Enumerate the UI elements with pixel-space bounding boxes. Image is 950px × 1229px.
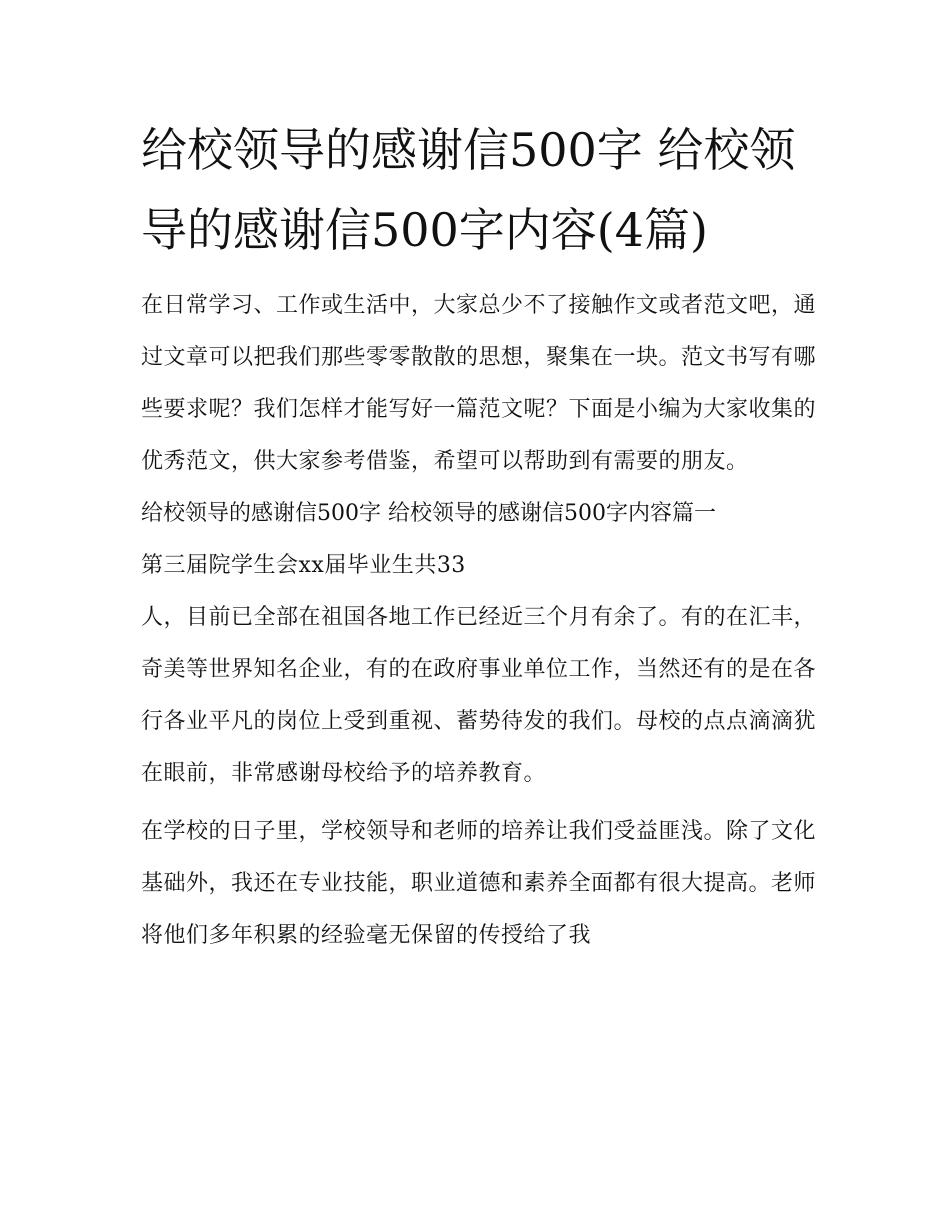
body-paragraph: 第三届院学生会xx届毕业生共33: [141, 553, 466, 578]
document-page: [141, 110, 821, 962]
document-title: 给校领导的感谢信500字 给校领导的感谢信500字内容(4篇): [141, 123, 796, 257]
intro-paragraph: 在日常学习、工作或生活中，大家总少不了接触作文或者范文吧，通过文章可以把我们那些零零散散的思想，聚集在一块。范文书写有哪些要求呢？我们怎样才能写好一篇范文呢？下面是小编为大家收集的优秀范文，供大家参考借鉴，希望可以帮助到有需要的朋友。: [141, 293, 817, 474]
section-heading: 给校领导的感谢信500字 给校领导的感谢信500字内容篇一: [141, 501, 716, 526]
body-paragraph: 在学校的日子里，学校领导和老师的培养让我们受益匪浅。除了文化基础外，我还在专业技能，职业道德和素养全面都有很大提高。老师将他们多年积累的经验毫无保留的传授给了我: [141, 819, 817, 948]
body-paragraph: 人，目前已全部在祖国各地工作已经近三个月有余了。有的在汇丰，奇美等世界知名企业，有的在政府事业单位工作，当然还有的是在各行各业平凡的岗位上受到重视、蓄势待发的我们。母校的点点滴滴犹在眼前，非常感谢母校给予的培养教育。: [141, 605, 817, 786]
